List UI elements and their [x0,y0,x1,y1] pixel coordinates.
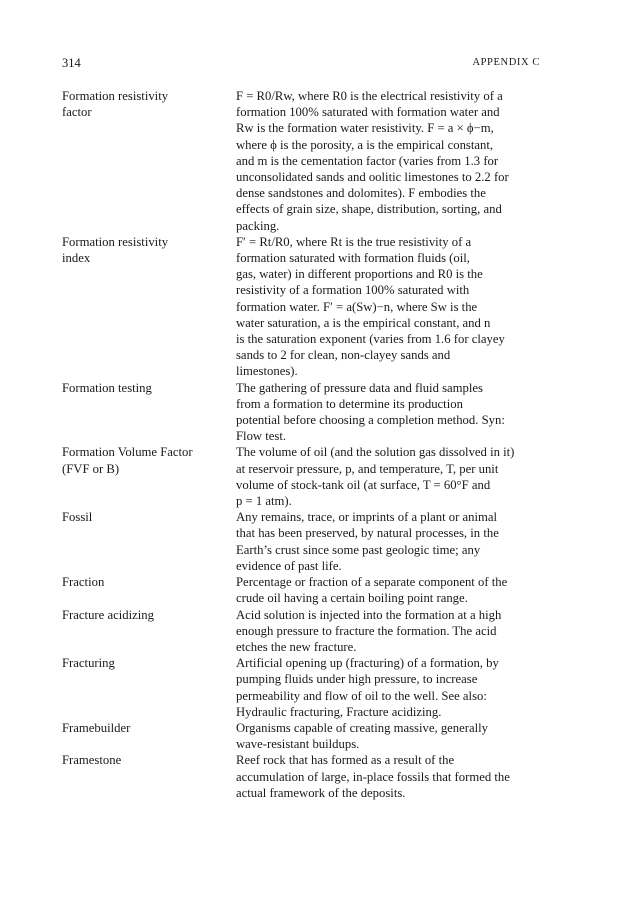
definition-line: wave-resistant buildups. [236,737,360,752]
term-line: factor [62,105,92,120]
definition-line: Organisms capable of creating massive, generally [236,720,489,735]
definition-line: formation saturated with formation fluids (oil, [236,251,470,266]
definition-line: Hydraulic fracturing, Fracture acidizing. [236,704,442,719]
definition-line: that has been preserved, by natural processes, in the [236,526,499,541]
definition-line: formation 100% saturated with formation water and [236,105,500,120]
definition-line: The volume of oil (and the solution gas dissolved in it) [236,445,515,460]
definition-line: F = R0/Rw, where R0 is the electrical resistivity of a [236,89,503,103]
entry-term [62,234,236,266]
definition-line: limestones). [236,364,298,379]
entry-term [62,752,236,768]
definition-line: p = 1 atm). [236,494,292,509]
definition-line: potential before choosing a completion method. Syn: [236,413,505,428]
definition-line: Artificial opening up (fracturing) of a formation, by [236,656,499,671]
definition-line: unconsolidated sands and oolitic limestones to 2.2 for [236,170,509,185]
glossary-entry [62,509,542,574]
glossary-entry [62,88,542,234]
entry-definition [236,509,542,574]
definition-line: actual framework of the deposits. [236,785,406,800]
entry-definition [236,752,542,801]
definition-line: packing. [236,218,280,233]
definition-line: formation water. F′ = a(Sw)−n, where Sw is the [236,299,478,314]
definition-line: accumulation of large, in-place fossils that formed the [236,769,510,784]
term-line: Framestone [62,753,122,768]
term-line: index [62,251,91,266]
term-line: Formation resistivity [62,89,169,103]
entry-definition [236,720,542,752]
entry-definition [236,655,542,720]
definition-line: Rw is the formation water resistivity. F = a × ϕ−m, [236,121,494,136]
definition-line: enough pressure to fracture the formation. The acid [236,623,497,638]
definition-line: at reservoir pressure, p, and temperature, T, per unit [236,461,499,476]
definition-line: dense sandstones and dolomites). F embodies the [236,186,486,201]
glossary-entry [62,234,542,380]
definition-line: evidence of past life. [236,558,342,573]
term-line: Formation Volume Factor [62,445,193,460]
definition-line: The gathering of pressure data and fluid samples [236,380,483,395]
definition-line: Earth’s crust since some past geologic time; any [236,542,481,557]
definition-line: from a formation to determine its production [236,396,463,411]
term-line: (FVF or B) [62,461,120,476]
glossary-entry [62,655,542,720]
term-line: Formation resistivity [62,234,169,249]
definition-line: effects of grain size, shape, distribution, sorting, and [236,202,502,217]
definition-line: volume of stock-tank oil (at surface, T = 60°F and [236,477,491,492]
entry-definition [236,607,542,656]
definition-line: Any remains, trace, or imprints of a plant or animal [236,510,498,525]
entry-term [62,655,236,671]
entry-definition [236,574,542,606]
definition-line: crude oil having a certain boiling point range. [236,591,468,606]
term-line: Fracturing [62,656,115,671]
glossary-entries [62,88,542,801]
entry-definition [236,444,542,509]
glossary-entry [62,444,542,509]
definition-line: is the saturation exponent (varies from 1.6 for clayey [236,332,505,347]
definition-line: resistivity of a formation 100% saturated with [236,283,470,298]
definition-line: Reef rock that has formed as a result of the [236,753,455,768]
section-title: APPENDIX C [472,57,540,68]
glossary-entry [62,380,542,445]
term-line: Fracture acidizing [62,607,154,622]
term-line: Fraction [62,575,105,590]
glossary-entry [62,574,542,606]
page-number: 314 [62,56,81,70]
entry-term [62,444,236,476]
entry-term [62,509,236,525]
definition-line: permeability and flow of oil to the well. See also: [236,688,487,703]
entry-definition [236,234,542,380]
entry-definition [236,88,542,234]
term-line: Framebuilder [62,720,131,735]
definition-line: pumping fluids under high pressure, to increase [236,672,478,687]
glossary-entry [62,752,542,801]
entry-term [62,88,236,120]
definition-line: Acid solution is injected into the formation at a high [236,607,502,622]
definition-line: and m is the cementation factor (varies from 1.3 for [236,153,499,168]
definition-line: F′ = Rt/R0, where Rt is the true resistivity of a [236,234,472,249]
definition-line: Flow test. [236,429,287,444]
entry-term [62,380,236,396]
definition-line: where ϕ is the porosity, a is the empirical constant, [236,137,494,152]
entry-term [62,574,236,590]
definition-line: sands to 2 for clean, non-clayey sands and [236,348,451,363]
definition-line: Percentage or fraction of a separate component of the [236,575,508,590]
term-line: Formation testing [62,380,152,395]
entry-definition [236,380,542,445]
definition-line: gas, water) in different proportions and R0 is the [236,267,483,282]
definition-line: water saturation, a is the empirical constant, and n [236,315,491,330]
glossary-entry [62,720,542,752]
term-line: Fossil [62,510,93,525]
running-head [62,55,540,71]
glossary-entry [62,607,542,656]
entry-term [62,607,236,623]
definition-line: etches the new fracture. [236,639,357,654]
entry-term [62,720,236,736]
